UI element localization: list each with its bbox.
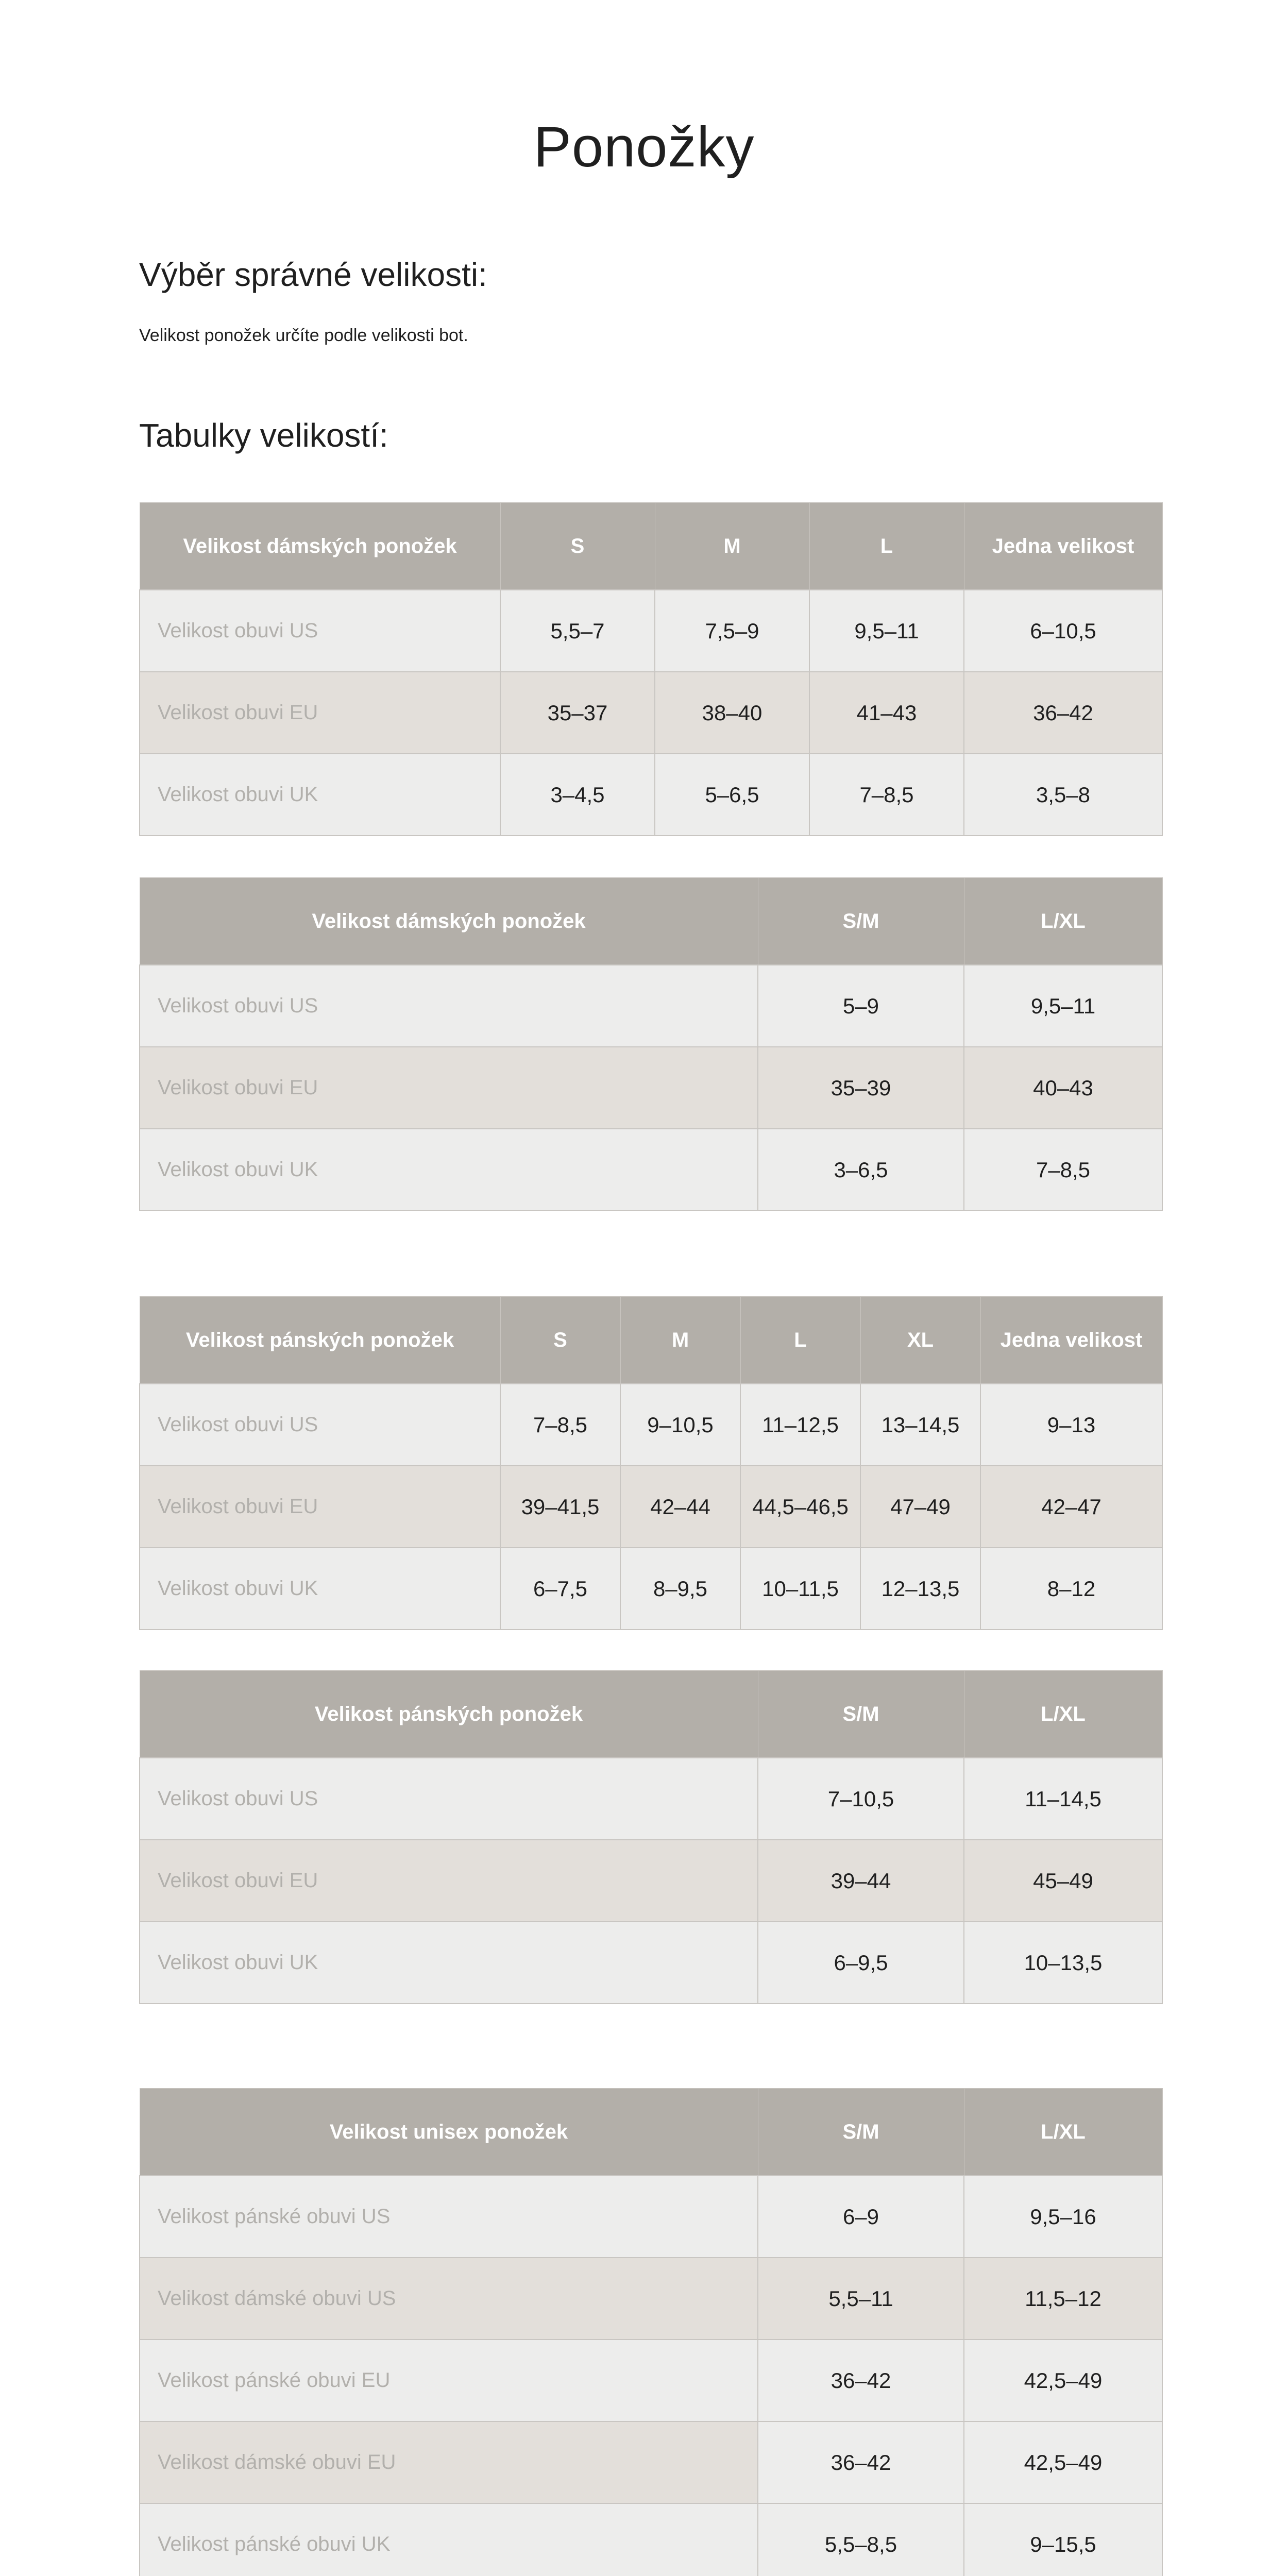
table-header-row [140,1671,1162,1758]
size-value-cell: 5–9 [758,965,964,1047]
size-value-cell: 5,5–7 [500,590,655,672]
size-header-cell: S [500,503,655,590]
size-value-cell: 44,5–46,5 [740,1466,860,1548]
size-value-cell: 40–43 [964,1047,1162,1129]
size-value-cell: 11–12,5 [740,1384,860,1466]
size-value-cell: 35–37 [500,672,655,754]
table-row [140,1548,1162,1630]
size-value-cell: 42,5–49 [964,2421,1162,2503]
table-row [140,590,1162,672]
size-value-cell: 9,5–11 [964,965,1162,1047]
row-label-cell: Velikost obuvi UK [140,1129,758,1211]
row-label-cell: Velikost obuvi US [140,1758,758,1840]
size-value-cell: 42,5–49 [964,2340,1162,2421]
size-value-cell: 5–6,5 [655,754,809,836]
size-value-cell: 42–44 [620,1466,740,1548]
table-row [140,965,1162,1047]
table-header-row [140,1297,1162,1384]
size-value-cell: 42–47 [980,1466,1162,1548]
table-row [140,2176,1162,2258]
size-header-cell: XL [860,1297,980,1384]
size-value-cell: 41–43 [809,672,964,754]
row-label-cell: Velikost obuvi US [140,965,758,1047]
size-header-cell: S/M [758,1671,964,1758]
size-value-cell: 6–10,5 [964,590,1162,672]
size-value-cell: 36–42 [964,672,1162,754]
row-label-cell: Velikost obuvi UK [140,1922,758,2004]
size-header-cell: L/XL [964,1671,1162,1758]
table-title-cell: Velikost pánských ponožek [140,1297,500,1384]
size-value-cell: 39–44 [758,1840,964,1922]
size-value-cell: 9,5–11 [809,590,964,672]
men-sm-lxl-table [139,1670,1163,2004]
size-header-cell: L/XL [964,878,1162,965]
women-sm-lxl-table [139,877,1163,1211]
table-header-row [140,878,1162,965]
table-header-row [140,2089,1162,2176]
table-row [140,1384,1162,1466]
size-header-cell: S/M [758,2089,964,2176]
row-label-cell: Velikost pánské obuvi US [140,2176,758,2258]
choose-size-heading: Výběr správné velikosti: [139,256,487,293]
row-label-cell: Velikost obuvi US [140,590,500,672]
row-label-cell: Velikost pánské obuvi UK [140,2503,758,2576]
size-value-cell: 11,5–12 [964,2258,1162,2340]
unisex-size-table [139,2088,1163,2576]
size-header-cell: L [809,503,964,590]
size-value-cell: 7–8,5 [964,1129,1162,1211]
table-title-cell: Velikost pánských ponožek [140,1671,758,1758]
size-value-cell: 5,5–11 [758,2258,964,2340]
size-header-cell: Jedna velikost [980,1297,1162,1384]
size-value-cell: 7–8,5 [809,754,964,836]
size-value-cell: 7–10,5 [758,1758,964,1840]
row-label-cell: Velikost obuvi EU [140,1840,758,1922]
size-value-cell: 5,5–8,5 [758,2503,964,2576]
row-label-cell: Velikost obuvi EU [140,672,500,754]
table-row [140,1840,1162,1922]
size-value-cell: 9–13 [980,1384,1162,1466]
size-value-cell: 45–49 [964,1840,1162,1922]
size-value-cell: 47–49 [860,1466,980,1548]
table-row [140,2340,1162,2421]
table-row [140,754,1162,836]
size-header-cell: M [655,503,809,590]
size-value-cell: 3–4,5 [500,754,655,836]
size-value-cell: 9–10,5 [620,1384,740,1466]
men-size-table [139,1296,1163,1630]
size-value-cell: 6–7,5 [500,1548,620,1630]
size-value-cell: 36–42 [758,2340,964,2421]
size-header-cell: M [620,1297,740,1384]
choose-size-text: Velikost ponožek určíte podle velikosti bot. [139,326,468,345]
table-title-cell: Velikost dámských ponožek [140,878,758,965]
women-size-table [139,502,1163,836]
size-value-cell: 7–8,5 [500,1384,620,1466]
table-title-cell: Velikost unisex ponožek [140,2089,758,2176]
size-header-cell: S [500,1297,620,1384]
row-label-cell: Velikost obuvi EU [140,1047,758,1129]
size-value-cell: 9,5–16 [964,2176,1162,2258]
size-value-cell: 10–13,5 [964,1922,1162,2004]
size-value-cell: 36–42 [758,2421,964,2503]
size-value-cell: 35–39 [758,1047,964,1129]
row-label-cell: Velikost pánské obuvi EU [140,2340,758,2421]
size-value-cell: 11–14,5 [964,1758,1162,1840]
size-value-cell: 6–9,5 [758,1922,964,2004]
size-value-cell: 8–9,5 [620,1548,740,1630]
row-label-cell: Velikost dámské obuvi EU [140,2421,758,2503]
row-label-cell: Velikost obuvi UK [140,754,500,836]
size-tables-heading: Tabulky velikostí: [139,417,388,454]
page-title: Ponožky [533,115,755,179]
table-row [140,1047,1162,1129]
table-row [140,2258,1162,2340]
size-value-cell: 13–14,5 [860,1384,980,1466]
size-value-cell: 38–40 [655,672,809,754]
table-row [140,1758,1162,1840]
table-header-row [140,503,1162,590]
size-value-cell: 10–11,5 [740,1548,860,1630]
table-row [140,672,1162,754]
row-label-cell: Velikost obuvi EU [140,1466,500,1548]
table-title-cell: Velikost dámských ponožek [140,503,500,590]
size-value-cell: 12–13,5 [860,1548,980,1630]
size-header-cell: L/XL [964,2089,1162,2176]
row-label-cell: Velikost dámské obuvi US [140,2258,758,2340]
table-row [140,1466,1162,1548]
size-value-cell: 6–9 [758,2176,964,2258]
size-header-cell: S/M [758,878,964,965]
size-value-cell: 3–6,5 [758,1129,964,1211]
size-value-cell: 39–41,5 [500,1466,620,1548]
table-row [140,1129,1162,1211]
size-value-cell: 7,5–9 [655,590,809,672]
row-label-cell: Velikost obuvi US [140,1384,500,1466]
size-header-cell: Jedna velikost [964,503,1162,590]
size-value-cell: 3,5–8 [964,754,1162,836]
table-row [140,2421,1162,2503]
size-header-cell: L [740,1297,860,1384]
row-label-cell: Velikost obuvi UK [140,1548,500,1630]
table-row [140,2503,1162,2576]
table-row [140,1922,1162,2004]
size-value-cell: 9–15,5 [964,2503,1162,2576]
size-value-cell: 8–12 [980,1548,1162,1630]
